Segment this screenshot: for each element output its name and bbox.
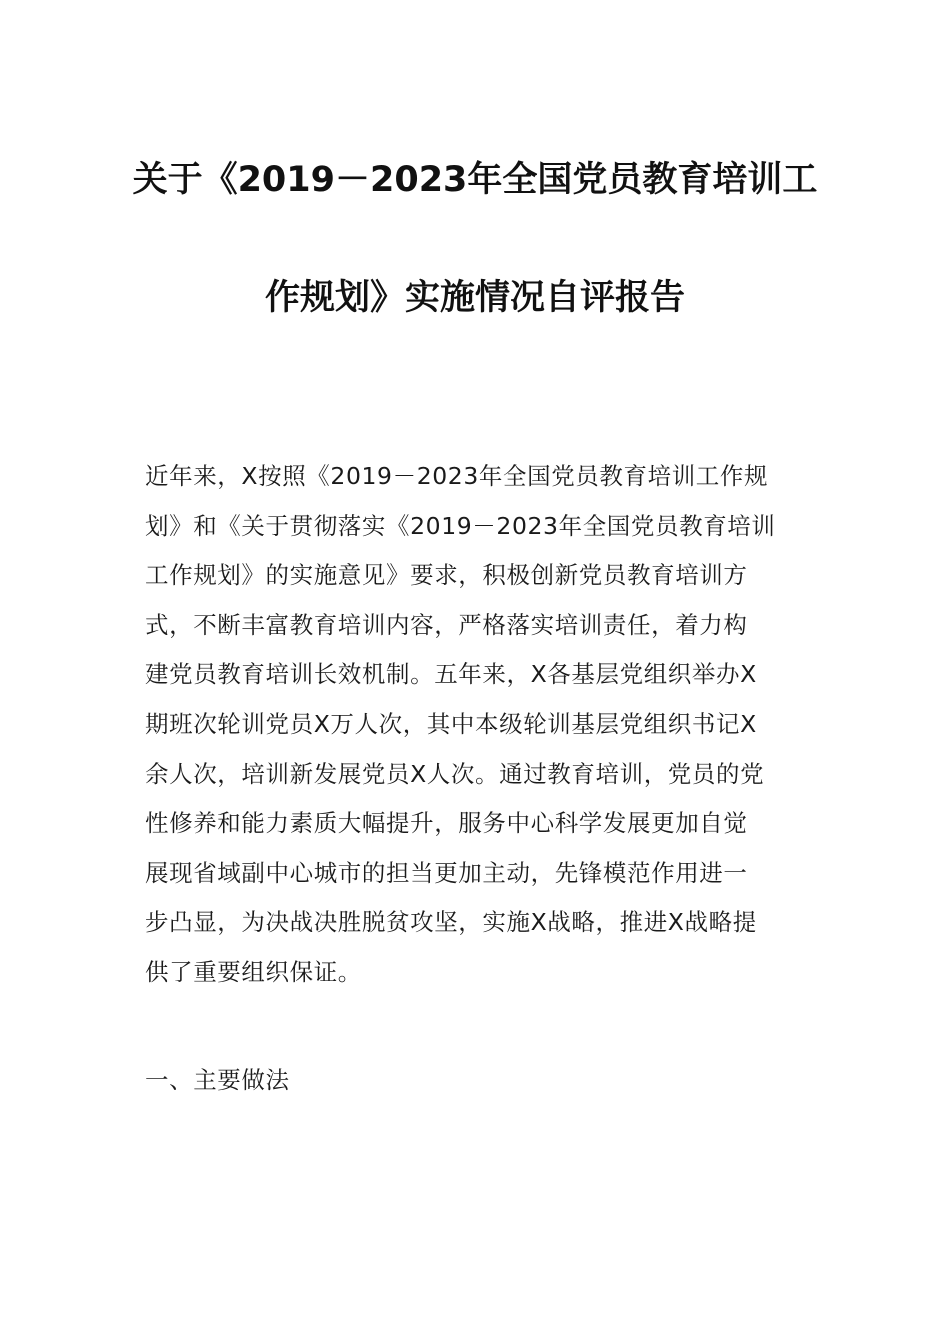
paragraph-line: 步凸显，为决战决胜脱贫攻坚，实施X战略，推进X战略提 xyxy=(145,908,757,937)
paragraph-line: 展现省域副中心城市的担当更加主动，先锋模范作用进一 xyxy=(145,858,748,887)
paragraph-line: 性修养和能力素质大幅提升，服务中心科学发展更加自觉 xyxy=(145,809,748,838)
paragraph-line: 近年来，X按照《2019－2023年全国党员教育培训工作规 xyxy=(145,462,769,490)
paragraph-line: 工作规划》的实施意见》要求，积极创新党员教育培训方 xyxy=(145,561,748,590)
intro-paragraph xyxy=(145,452,811,998)
paragraph-line: 建党员教育培训长效机制。五年来，X各基层党组织举办X xyxy=(145,660,757,689)
paragraph-line: 期班次轮训党员X万人次，其中本级轮训基层党组织书记X xyxy=(145,709,757,738)
section-heading: 一、主要做法 xyxy=(145,1066,290,1094)
paragraph-line: 供了重要组织保证。 xyxy=(145,957,362,986)
paragraph-line: 式，不断丰富教育培训内容，严格落实培训责任，着力构 xyxy=(145,610,748,639)
document-title-line-1: 关于《2019－2023年全国党员教育培训工 xyxy=(132,160,818,200)
document-title-line-2: 作规划》实施情况自评报告 xyxy=(264,278,685,318)
paragraph-line: 划》和《关于贯彻落实《2019－2023年全国党员教育培训 xyxy=(145,511,776,540)
paragraph-line: 余人次，培训新发展党员X人次。通过教育培训，党员的党 xyxy=(145,759,765,788)
